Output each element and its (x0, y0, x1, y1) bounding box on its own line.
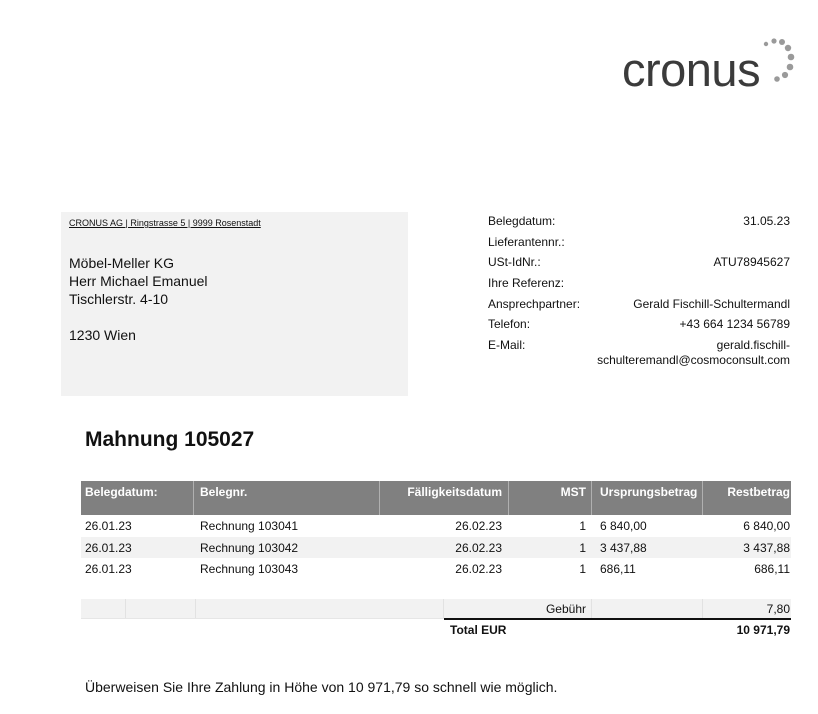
document-title: Mahnung 105027 (85, 428, 255, 451)
info-row-ustid (488, 255, 790, 276)
email-label: E-Mail: (488, 338, 526, 353)
company-logo (622, 36, 798, 96)
recipient-street: Tischlerstr. 4-10 (69, 291, 169, 307)
address-block (61, 212, 408, 396)
cell-belegnr: Rechnung 103042 (200, 540, 299, 555)
col-header-ursprung: Ursprungsbetrag (600, 485, 698, 499)
ansprechpartner-value: Gerald Fischill-Schultermandl (633, 296, 790, 311)
info-row-referenz (488, 276, 790, 297)
sender-address-line: CRONUS AG | Ringstrasse 5 | 9999 Rosenstadt (69, 218, 261, 228)
fee-divider (443, 599, 444, 618)
header-divider (508, 481, 509, 515)
info-row-email (488, 338, 790, 367)
ustid-label: USt-IdNr.: (488, 255, 541, 270)
email-value-line2: schulteremandl@cosmoconsult.com (597, 352, 790, 367)
cell-ursprung: 686,11 (600, 562, 636, 577)
recipient-city: 1230 Wien (69, 327, 136, 343)
total-divider (444, 618, 791, 620)
ansprechpartner-label: Ansprechpartner: (488, 296, 581, 311)
header-divider (702, 481, 703, 515)
logo-wordmark: cronus (622, 43, 761, 96)
belegdatum-label: Belegdatum: (488, 214, 556, 228)
total-value: 10 971,79 (736, 623, 790, 637)
email-value-line1: gerald.fischill- (716, 338, 790, 353)
fee-divider (195, 599, 196, 618)
email-value[interactable] (597, 338, 790, 367)
document-info (488, 214, 790, 367)
table-row (81, 515, 791, 537)
cell-mst: 1 (579, 519, 586, 533)
lieferantennr-label: Lieferantennr.: (488, 234, 565, 249)
logo-dots-icon (622, 36, 798, 96)
cell-ursprung: 6 840,00 (600, 519, 647, 533)
cell-rest: 686,11 (754, 562, 790, 577)
cell-belegnr: Rechnung 103041 (200, 519, 299, 533)
fee-label: Gebühr (545, 602, 586, 616)
reminder-table (81, 481, 791, 580)
cell-belegdatum: 26.01.23 (85, 519, 132, 533)
total-divider-light (81, 618, 444, 619)
fee-divider (591, 599, 592, 618)
cell-faelligkeit: 26.02.23 (455, 540, 502, 555)
recipient-person: Herr Michael Emanuel (69, 273, 208, 289)
table-header (81, 481, 791, 515)
header-divider (379, 481, 380, 515)
recipient-company: Möbel-Meller KG (69, 255, 175, 271)
total-label: Total EUR (450, 623, 507, 637)
cell-faelligkeit: 26.02.23 (455, 562, 502, 577)
table-row (81, 537, 791, 559)
cell-belegdatum: 26.01.23 (85, 562, 132, 577)
total-row (81, 621, 791, 639)
info-row-telefon (488, 317, 790, 338)
telefon-label: Telefon: (488, 317, 531, 332)
telefon-value: +43 664 1234 56789 (679, 317, 790, 332)
payment-request-text: Überweisen Sie Ihre Zahlung in Höhe von 10 971,79 so schnell wie möglich. (85, 679, 558, 695)
fee-divider (125, 599, 126, 618)
cell-rest: 6 840,00 (743, 519, 790, 533)
referenz-label: Ihre Referenz: (488, 276, 565, 291)
cell-ursprung: 3 437,88 (600, 540, 647, 555)
fee-divider (702, 599, 703, 618)
col-header-belegnr: Belegnr. (200, 485, 248, 499)
col-header-belegdatum: Belegdatum: (85, 485, 158, 499)
info-row-belegdatum (488, 214, 790, 235)
cell-mst: 1 (579, 562, 586, 577)
cell-rest: 3 437,88 (743, 540, 790, 555)
cell-belegnr: Rechnung 103043 (200, 562, 299, 577)
header-divider (591, 481, 592, 515)
fee-row (81, 599, 791, 618)
fee-value: 7,80 (766, 602, 790, 616)
recipient-address (69, 254, 208, 344)
cell-belegdatum: 26.01.23 (85, 540, 132, 555)
col-header-rest: Restbetrag (727, 485, 790, 499)
cell-mst: 1 (579, 540, 586, 555)
belegdatum-value: 31.05.23 (743, 214, 790, 228)
table-row (81, 558, 791, 580)
cell-faelligkeit: 26.02.23 (455, 519, 502, 533)
info-row-lieferantennr (488, 235, 790, 256)
col-header-mst: MST (560, 485, 586, 499)
ustid-value: ATU78945627 (713, 255, 790, 270)
info-row-ansprechpartner (488, 297, 790, 318)
header-divider (193, 481, 194, 515)
col-header-faelligkeit: Fälligkeitsdatum (407, 485, 502, 499)
